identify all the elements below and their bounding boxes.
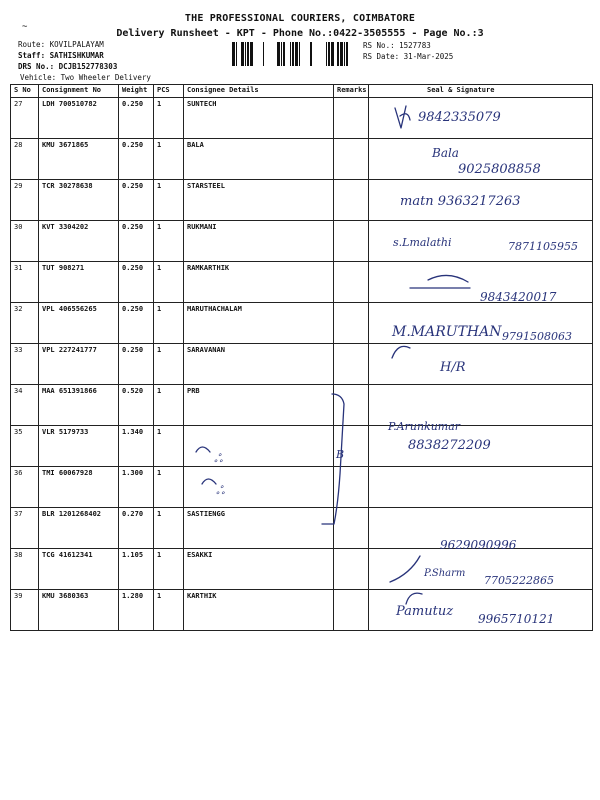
table-row — [11, 385, 593, 426]
cell-remarks — [334, 303, 369, 344]
cell-consignment: TCG 41612341 — [39, 549, 119, 590]
cell-sno: 34 — [11, 385, 39, 426]
cell-pcs: 1 — [154, 508, 184, 549]
cell-sno: 39 — [11, 590, 39, 631]
cell-consignment: MAA 651391866 — [39, 385, 119, 426]
cell-weight: 0.520 — [119, 385, 154, 426]
cell-signature — [369, 549, 593, 590]
cell-consignee: PRB — [184, 385, 334, 426]
cell-consignee: SARAVANAN — [184, 344, 334, 385]
cell-consignment: VPL 227241777 — [39, 344, 119, 385]
cell-consignment: VLR 5179733 — [39, 426, 119, 467]
cell-weight: 0.250 — [119, 221, 154, 262]
cell-consignee: ESAKKI — [184, 549, 334, 590]
cell-remarks — [334, 139, 369, 180]
cell-consignment: VPL 406556265 — [39, 303, 119, 344]
cell-remarks — [334, 262, 369, 303]
cell-pcs: 1 — [154, 385, 184, 426]
signature-28-name: Bala — [432, 146, 459, 160]
cell-weight: 0.250 — [119, 303, 154, 344]
cell-weight: 0.250 — [119, 98, 154, 139]
glyph-35: ஃ — [214, 452, 223, 465]
cell-consignment: TUT 908271 — [39, 262, 119, 303]
cell-pcs: 1 — [154, 98, 184, 139]
cell-pcs: 1 — [154, 426, 184, 467]
cell-remarks — [334, 467, 369, 508]
cell-pcs: 1 — [154, 262, 184, 303]
cell-sno: 30 — [11, 221, 39, 262]
col-header-remarks: Remarks — [334, 85, 369, 98]
staff-label: Staff: SATHISHKUMAR — [18, 51, 104, 60]
col-header-sno: S No — [11, 85, 39, 98]
cell-consignee: STARSTEEL — [184, 180, 334, 221]
cell-sno: 32 — [11, 303, 39, 344]
cell-consignee: MARUTHACHALAM — [184, 303, 334, 344]
cell-pcs: 1 — [154, 139, 184, 180]
vehicle-label: Vehicle: Two Wheeler Delivery — [20, 73, 151, 82]
signature-29: matn 9363217263 — [400, 194, 521, 209]
cell-consignment: KMU 3680363 — [39, 590, 119, 631]
col-header-pcs: PCS — [154, 85, 184, 98]
col-header-consignment: Consignment No — [39, 85, 119, 98]
cell-weight: 0.250 — [119, 262, 154, 303]
table-row — [11, 221, 593, 262]
cell-remarks — [334, 549, 369, 590]
table-row — [11, 98, 593, 139]
glyph-36: ஃ — [216, 484, 225, 497]
cell-weight: 1.300 — [119, 467, 154, 508]
signature-33: H/R — [440, 360, 466, 375]
signature-39-name: Pamutuz — [396, 604, 454, 619]
cell-consignee — [184, 426, 334, 467]
col-header-weight: Weight — [119, 85, 154, 98]
signature-31-phone: 9843420017 — [480, 290, 557, 304]
cell-consignee: BALA — [184, 139, 334, 180]
cell-remarks — [334, 344, 369, 385]
cell-pcs: 1 — [154, 344, 184, 385]
cell-weight: 1.340 — [119, 426, 154, 467]
cell-consignee — [184, 467, 334, 508]
cell-pcs: 1 — [154, 221, 184, 262]
cell-consignment: TCR 30278638 — [39, 180, 119, 221]
signature-39-phone: 9965710121 — [478, 612, 555, 626]
signature-37-phone: 9629090996 — [440, 538, 517, 552]
cell-consignee: SUNTECH — [184, 98, 334, 139]
cell-sno: 38 — [11, 549, 39, 590]
signature-27-phone: 9842335079 — [418, 110, 501, 125]
table-row — [11, 467, 593, 508]
cell-weight: 0.250 — [119, 180, 154, 221]
signature-34-phone: 8838272209 — [408, 438, 491, 453]
barcode — [232, 42, 360, 66]
cell-sno: 31 — [11, 262, 39, 303]
cell-pcs: 1 — [154, 590, 184, 631]
signature-38-name: P.Sharm — [424, 568, 466, 579]
cell-pcs: 1 — [154, 467, 184, 508]
cell-sno: 28 — [11, 139, 39, 180]
signature-30-name: s.Lmalathi — [393, 236, 452, 249]
table-header-row — [11, 85, 593, 98]
cell-sno: 33 — [11, 344, 39, 385]
runsheet-subtitle: Delivery Runsheet - KPT - Phone No.:0422-3505555 - Page No.:3 — [116, 28, 484, 39]
cell-remarks — [334, 221, 369, 262]
col-header-signature: Seal & Signature — [369, 85, 593, 98]
cell-remarks — [334, 98, 369, 139]
cell-weight: 0.250 — [119, 344, 154, 385]
cell-sno: 36 — [11, 467, 39, 508]
document-title: THE PROFESSIONAL COURIERS, COIMBATORE — [184, 13, 416, 24]
rs-date: RS Date: 31-Mar-2025 — [363, 52, 454, 61]
cell-consignee: SASTIENGG — [184, 508, 334, 549]
cell-consignment: KVT 3304202 — [39, 221, 119, 262]
cell-weight: 1.105 — [119, 549, 154, 590]
cell-consignee: KARTHIK — [184, 590, 334, 631]
cell-consignee: RAMKARTHIK — [184, 262, 334, 303]
drs-number: DRS No.: DCJB152778303 — [18, 62, 118, 71]
signature-34-name: P.Arunkumar — [388, 420, 461, 433]
cell-pcs: 1 — [154, 180, 184, 221]
cell-sno: 35 — [11, 426, 39, 467]
signature-30-phone: 7871105955 — [508, 240, 578, 253]
cell-pcs: 1 — [154, 549, 184, 590]
signature-28-phone: 9025808858 — [458, 162, 541, 177]
cell-consignment: KMU 3671865 — [39, 139, 119, 180]
corner-mark: ~ — [22, 22, 28, 32]
cell-remarks — [334, 508, 369, 549]
signature-32-phone: 9791508063 — [502, 330, 572, 343]
signature-32-name: M.MARUTHAN — [392, 324, 502, 340]
cell-sno: 37 — [11, 508, 39, 549]
rs-number: RS No.: 1527783 — [363, 41, 431, 50]
cell-weight: 0.250 — [119, 139, 154, 180]
col-header-consignee: Consignee Details — [184, 85, 334, 98]
cell-sno: 29 — [11, 180, 39, 221]
cell-consignment: BLR 1201268402 — [39, 508, 119, 549]
cell-weight: 0.270 — [119, 508, 154, 549]
cell-signature — [369, 467, 593, 508]
signature-38-phone: 7705222865 — [484, 574, 554, 587]
bracket-mark: B — [336, 448, 345, 461]
cell-sno: 27 — [11, 98, 39, 139]
table-row — [11, 344, 593, 385]
cell-consignment: TMI 60067928 — [39, 467, 119, 508]
cell-consignee: RUKMANI — [184, 221, 334, 262]
cell-pcs: 1 — [154, 303, 184, 344]
table-row — [11, 426, 593, 467]
cell-remarks — [334, 590, 369, 631]
cell-remarks — [334, 180, 369, 221]
cell-signature — [369, 344, 593, 385]
cell-remarks — [334, 385, 369, 426]
route-label: Route: KOVILPALAYAM — [18, 40, 104, 49]
cell-consignment: LDH 700510782 — [39, 98, 119, 139]
cell-weight: 1.280 — [119, 590, 154, 631]
